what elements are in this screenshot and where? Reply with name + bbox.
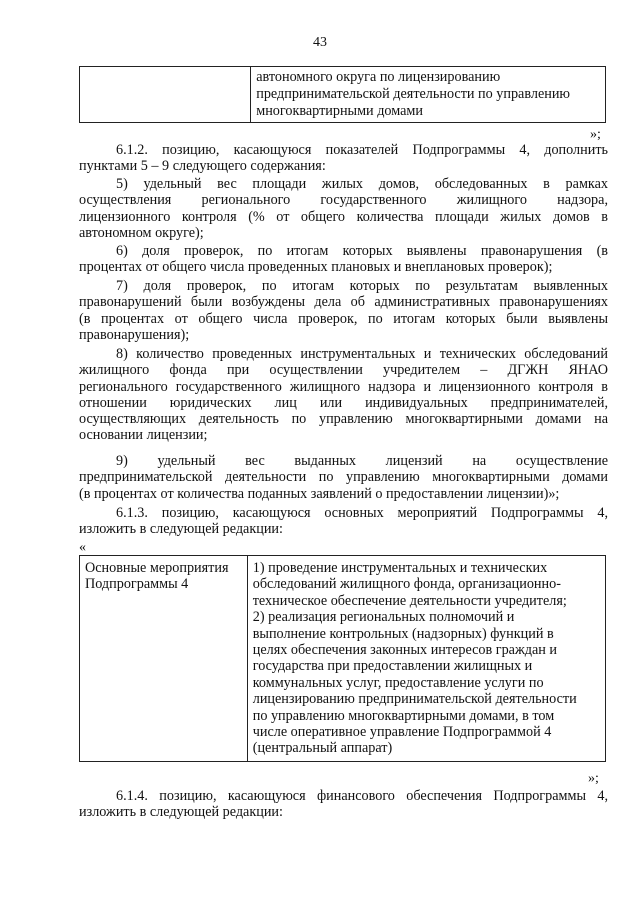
paragraph-line: жилищного фонда при осуществлении учредителем – ДГЖН ЯНАО bbox=[79, 362, 608, 379]
paragraph-line: процентах от общего числа проведенных плановых и внеплановых проверок); bbox=[79, 259, 553, 276]
section-6-1-2 bbox=[79, 142, 608, 175]
measures-right-line: лицензированию предпринимательской деятельности bbox=[252, 691, 577, 708]
paragraph-line: изложить в следующей редакции: bbox=[79, 804, 283, 821]
item-8 bbox=[79, 346, 608, 444]
top-table-line: многоквартирными домами bbox=[256, 103, 423, 119]
measures-right-line: 1) проведение инструментальных и технических bbox=[252, 560, 548, 576]
top-table-line: автономного округа по лицензированию bbox=[256, 69, 501, 85]
paragraph-line: 6.1.2. позицию, касающуюся показателей Подпрограммы 4, дополнить bbox=[116, 142, 608, 158]
paragraph-line: 7) доля проверок, по итогам которых по результатам выявленных bbox=[116, 278, 608, 294]
paragraph-line: (в процентах от количества поданных заявлений о предоставлении лицензии)»; bbox=[79, 485, 560, 502]
paragraph-line: предпринимательской деятельности по управлению многоквартирными домами bbox=[79, 469, 608, 486]
top-table-left-cell bbox=[80, 67, 251, 123]
measures-right-line: числе оперативное управление Подпрограммой 4 bbox=[252, 724, 552, 741]
measures-left-line: Подпрограммы 4 bbox=[85, 576, 189, 593]
top-table-fragment bbox=[79, 66, 606, 123]
item-5 bbox=[79, 176, 608, 241]
paragraph-line: лицензионного контроля (% от общего количества площади жилых домов в bbox=[79, 208, 608, 225]
measures-right-line: по управлению многоквартирными домами, в том bbox=[252, 707, 555, 724]
measures-right-line: техническое обеспечение деятельности учредителя; bbox=[252, 592, 567, 609]
paragraph-line: 6.1.4. позицию, касающуюся финансового обеспечения Подпрограммы 4, bbox=[116, 788, 608, 804]
measures-left-line: Основные мероприятия bbox=[85, 560, 229, 576]
paragraph-line: 5) удельный вес площади жилых домов, обследованных в рамках bbox=[116, 176, 608, 192]
paragraph-line: 6) доля проверок, по итогам которых выявлены правонарушения (в bbox=[116, 243, 608, 259]
paragraph-line: осуществления регионального государственного жилищного надзора, bbox=[79, 192, 608, 209]
item-7 bbox=[79, 278, 608, 343]
paragraph-line: отношении юридических лиц или индивидуальных предпринимателей, bbox=[79, 394, 608, 411]
paragraph-line: регионального государственного жилищного надзора и лицензионного контроля в bbox=[79, 378, 608, 395]
measures-right-line: государства при предоставлении жилищных и bbox=[252, 658, 533, 675]
section-6-1-4 bbox=[79, 788, 608, 821]
measures-right-line: обследований жилищного фонда, организационно- bbox=[252, 576, 561, 593]
top-table-right-cell bbox=[251, 67, 606, 123]
opening-quote: « bbox=[79, 540, 86, 555]
measures-table bbox=[79, 555, 606, 762]
measures-right-line: 2) реализация региональных полномочий и bbox=[252, 609, 515, 626]
item-6 bbox=[79, 243, 608, 276]
measures-table-right-cell bbox=[247, 556, 605, 762]
closing-quote: »; bbox=[590, 127, 601, 142]
page-number: 43 bbox=[313, 35, 327, 50]
measures-right-line: выполнение контрольных (надзорных) функций в bbox=[252, 625, 554, 642]
top-table-line: предпринимательской деятельности по управлению bbox=[256, 86, 571, 102]
measures-right-line: целях обеспечения законных интересов граждан и bbox=[252, 642, 558, 659]
measures-right-line: коммунальных услуг, предоставление услуги по bbox=[252, 674, 544, 691]
paragraph-line: автономном округе); bbox=[79, 224, 204, 241]
paragraph-line: (в процентах от общего числа проверок, по итогам которых были выявлены bbox=[79, 310, 608, 327]
paragraph-line: пунктами 5 – 9 следующего содержания: bbox=[79, 158, 326, 175]
measures-table-left-cell bbox=[80, 556, 248, 762]
paragraph-line: осуществляющих деятельность по управлению многоквартирными домами на bbox=[79, 411, 608, 428]
paragraph-line: 6.1.3. позицию, касающуюся основных мероприятий Подпрограммы 4, bbox=[116, 505, 608, 521]
measures-right-line: (центральный аппарат) bbox=[252, 740, 393, 757]
paragraph-line: правонарушения); bbox=[79, 326, 190, 343]
paragraph-line: правонарушений были возбуждены дела об административных правонарушениях bbox=[79, 294, 608, 311]
paragraph-line: изложить в следующей редакции: bbox=[79, 521, 283, 538]
closing-quote: »; bbox=[588, 771, 599, 786]
paragraph-line: 8) количество проведенных инструментальных и технических обследований bbox=[116, 346, 608, 362]
paragraph-line: 9) удельный вес выданных лицензий на осуществление bbox=[116, 453, 608, 469]
section-6-1-3 bbox=[79, 505, 608, 538]
item-9 bbox=[79, 453, 608, 502]
paragraph-line: основании лицензии; bbox=[79, 427, 208, 444]
